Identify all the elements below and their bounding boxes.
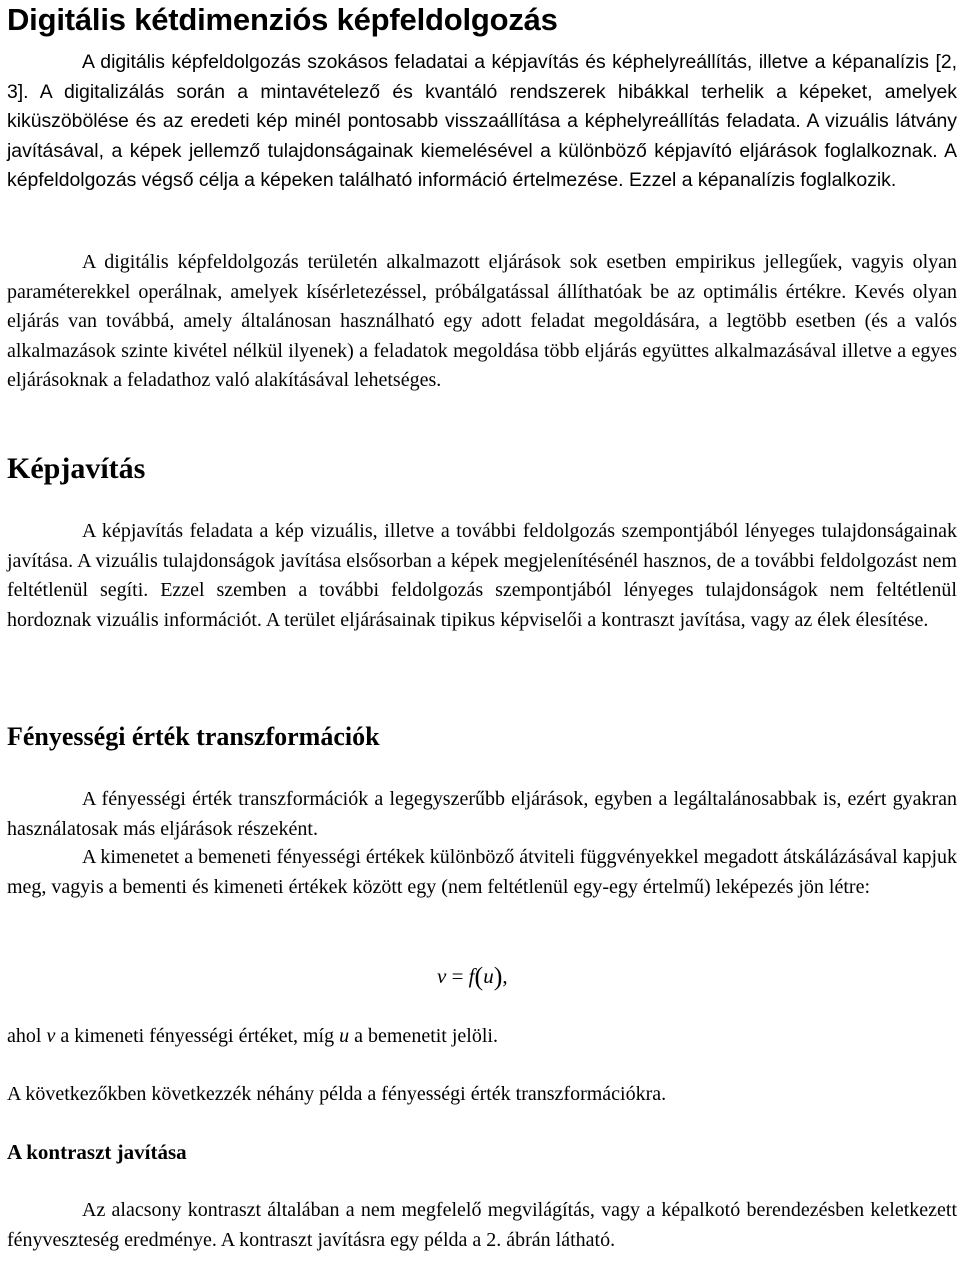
transfer-equation bbox=[437, 962, 508, 992]
eq-comma: , bbox=[502, 964, 508, 988]
where-prefix: ahol bbox=[7, 1025, 47, 1047]
eq-equals: = bbox=[451, 964, 464, 988]
where-u: u bbox=[339, 1025, 350, 1047]
examples-line: A következőkben következzék néhány példa a fényességi érték transzformációkra. bbox=[7, 1083, 667, 1105]
where-line bbox=[7, 1022, 957, 1052]
where-v: v bbox=[46, 1025, 56, 1047]
intro-paragraph: A digitális képfeldolgozás szokásos feladatai a képjavítás és képhelyreállítás, illetve a képanalízis [2, 3]. A digitalizálás során a mintavételező és kvantáló rendszerek hibákkal terhelik a képeket, amelyek kiküszöbölése és az eredeti kép minél pontosabb visszaállítása a képhelyreállítás feladata. A vizuális látvány javításával, a képek jellemző tulajdonságainak kiemelésével a különböző képjavító eljárások foglalkoznak. A képfeldolgozás végső célja a képeken található információ értelmezése. Ezzel a képanalízis foglalkozik. bbox=[7, 51, 957, 191]
eq-close-paren: ) bbox=[493, 962, 503, 991]
eq-output-var: v bbox=[437, 964, 447, 988]
fenyessegi-paragraph-1: A fényességi érték transzformációk a legegyszerűbb eljárások, egyben a legáltalánosabbak is, ezért gyakran használatosak más eljárások részeként. bbox=[7, 788, 957, 840]
eq-open-paren: ( bbox=[474, 962, 484, 991]
kepjavitas-paragraph: A képjavítás feladata a kép vizuális, illetve a további feldolgozás szempontjából lényeges tulajdonságainak javítása. A vizuális tulajdonságok javítása elsősorban a képek megjelenítésénél hasznos, de a további feldolgozást nem feltétlenül segíti. Ezzel szemben a további feldolgozás szempontjából lényeges tulajdonságok nem feltétlenül hordoznak vizuális információt. A terület eljárásainak tipikus képviselői a kontraszt javítása, vagy az élek élesítése. bbox=[7, 520, 957, 631]
where-mid: a kimeneti fényességi értéket, míg bbox=[55, 1025, 340, 1047]
eq-input-var: u bbox=[483, 964, 494, 988]
where-suffix: a bemenetit jelöli. bbox=[349, 1025, 498, 1047]
section-heading-fenyessegi: Fényességi érték transzformációk bbox=[7, 722, 380, 751]
methods-paragraph: A digitális képfeldolgozás területén alkalmazott eljárások sok esetben empirikus jellegűek, vagyis olyan paraméterekkel operálnak, amelyek kísérletezéssel, próbálgatással állíthatóak be az optimális értékre. Kevés olyan eljárás van továbbá, amely általánosan használható egy adott feladat megoldására, a legtöbb esetben (és a valós alkalmazások szinte kivétel nélkül ilyenek) a feladatok megoldása több eljárás együttes alkalmazásával illetve a egyes eljárásoknak a feladathoz való alakításával lehetséges. bbox=[7, 251, 957, 391]
kontraszt-paragraph: Az alacsony kontraszt általában a nem megfelelő megvilágítás, vagy a képalkotó berendezésben keletkezett fényveszteség eredménye. A kontraszt javításra egy példa a 2. ábrán látható. bbox=[7, 1199, 957, 1251]
eq-function: f bbox=[468, 964, 475, 988]
section-heading-kontraszt: A kontraszt javítása bbox=[7, 1140, 187, 1164]
page-title: Digitális kétdimenziós képfeldolgozás bbox=[7, 2, 558, 37]
fenyessegi-paragraph-2: A kimenetet a bemeneti fényességi értékek különböző átviteli függvényekkel megadott átskálázásával kapjuk meg, vagyis a bementi és kimeneti értékek között egy (nem feltétlenül egy-egy értelmű) leképezés jön létre: bbox=[7, 846, 957, 898]
section-heading-kepjavitas: Képjavítás bbox=[7, 452, 146, 485]
